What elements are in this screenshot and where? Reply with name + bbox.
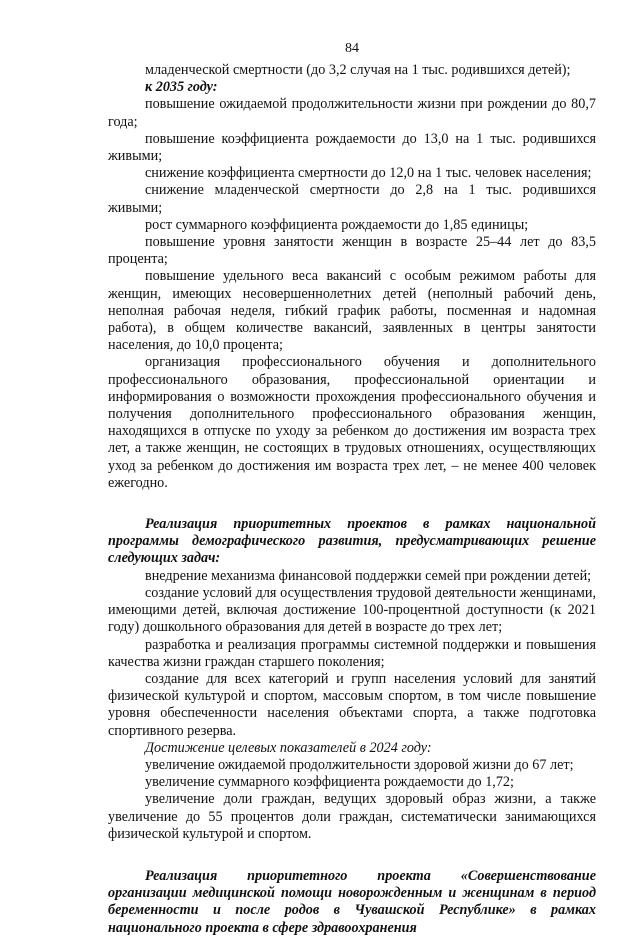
paragraph: повышение удельного веса вакансий с особым режимом работы для женщин, имеющих несовершеннолетних детей (неполный рабочий день, неполная рабочая неделя, гибкий график работы, посменная и надомная работа), в общем количестве вакансий, заявленных в центры занятости населения, до 10,0 процента; — [108, 268, 596, 354]
section-heading: Реализация приоритетного проекта «Совершенствование организации медицинской помощи новорожденным и женщинам в период беременности и после родов в Чувашской Республике» в рамках национального проекта в сфере здравоохранения — [108, 867, 596, 936]
section-gap — [108, 843, 596, 868]
page-number: 84 — [345, 41, 359, 56]
paragraph: создание для всех категорий и групп населения условий для занятий физической культурой и спортом, массовым спортом, в том числе повышение уровня обеспеченности населения объектами спорта, а также подготовка спортивного резерва. — [108, 670, 596, 739]
paragraph: создание условий для осуществления трудовой деятельности женщинами, имеющими детей, включая достижение 100-процентной доступности (к 2021 году) дошкольного образования для детей в возрасте до трех лет; — [108, 584, 596, 636]
paragraph: снижение коэффициента смертности до 12,0 на 1 тыс. человек населения; — [145, 165, 592, 182]
paragraph: повышение коэффициента рождаемости до 13,0 на 1 тыс. родившихся живыми; — [108, 130, 596, 165]
paragraph: повышение ожидаемой продолжительности жизни при рождении до 80,7 года; — [108, 96, 596, 130]
paragraph: разработка и реализация программы системной поддержки и повышения качества жизни граждан старшего поколения; — [108, 636, 596, 670]
paragraph: организация профессионального обучения и дополнительного профессионального образования, профессиональной ориентации и информирования о возможности прохождения профессионального обучения и получения дополнительного профессионального образования женщин, находящихся в отпуске по уходу за ребенком до достижения им возраста трех лет, а также женщин, не состоящих в трудовых отношениях, осуществляющих уход за ребенком до достижения им возраста трех лет, – не менее 400 человек ежегодно. — [108, 354, 596, 491]
paragraph: повышение уровня занятости женщин в возрасте 25–44 лет до 83,5 процента; — [108, 234, 596, 268]
document-body — [108, 62, 596, 937]
targets-heading: Достижение целевых показателей в 2024 году: — [145, 739, 432, 756]
section-heading: Реализация приоритетных проектов в рамках национальной программы демографического развития, предусматривающих решение следующих задач: — [108, 516, 596, 567]
paragraph: внедрение механизма финансовой поддержки семей при рождении детей; — [145, 567, 592, 584]
paragraph: младенческой смертности (до 3,2 случая на 1 тыс. родившихся детей); — [145, 62, 571, 78]
paragraph: снижение младенческой смертности до 2,8 на 1 тыс. родившихся живыми; — [108, 182, 596, 216]
paragraph: увеличение доли граждан, ведущих здоровый образ жизни, а также увеличение до 55 процентов доли граждан, систематически занимающихся физической культурой и спортом. — [108, 791, 596, 842]
subheading-2035: к 2035 году: — [145, 79, 218, 96]
paragraph: увеличение суммарного коэффициента рождаемости до 1,72; — [145, 774, 514, 791]
paragraph: рост суммарного коэффициента рождаемости до 1,85 единицы; — [145, 216, 529, 233]
section-gap — [108, 492, 596, 516]
paragraph: увеличение ожидаемой продолжительности здоровой жизни до 67 лет; — [145, 756, 574, 773]
